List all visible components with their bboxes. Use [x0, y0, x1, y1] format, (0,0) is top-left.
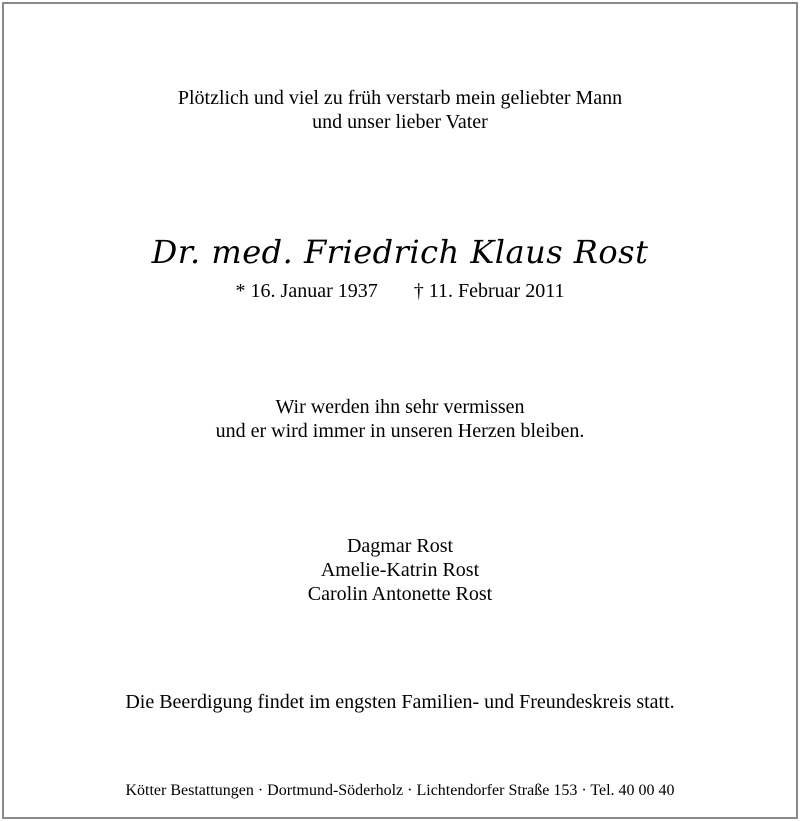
funeral-home-footer: Kötter Bestattungen · Dortmund-Söderholz · Lichtendorfer Straße 153 · Tel. 40 00 40: [125, 782, 675, 799]
family-member: Amelie-Katrin Rost: [320, 559, 480, 581]
funeral-notice: Die Beerdigung findet im engsten Familien- und Freundeskreis statt.: [125, 691, 675, 713]
intro-text: [0, 86, 800, 134]
intro-line-1: Plötzlich und viel zu früh verstarb mein geliebter Mann: [177, 87, 623, 109]
birth-date: * 16. Januar 1937: [235, 280, 378, 302]
mourning-line-1: Wir werden ihn sehr vermissen: [275, 396, 525, 418]
deceased-name: Dr. med. Friedrich Klaus Rost: [151, 233, 649, 271]
family-member: Carolin Antonette Rost: [307, 583, 493, 605]
family-signatures: [0, 534, 800, 606]
mourning-line-2: und er wird immer in unseren Herzen bleiben.: [215, 420, 585, 442]
family-member: Dagmar Rost: [346, 535, 454, 557]
death-date: † 11. Februar 2011: [413, 280, 565, 302]
mourning-text: [0, 395, 800, 443]
life-dates: [0, 279, 800, 303]
intro-line-2: und unser lieber Vater: [312, 111, 488, 133]
